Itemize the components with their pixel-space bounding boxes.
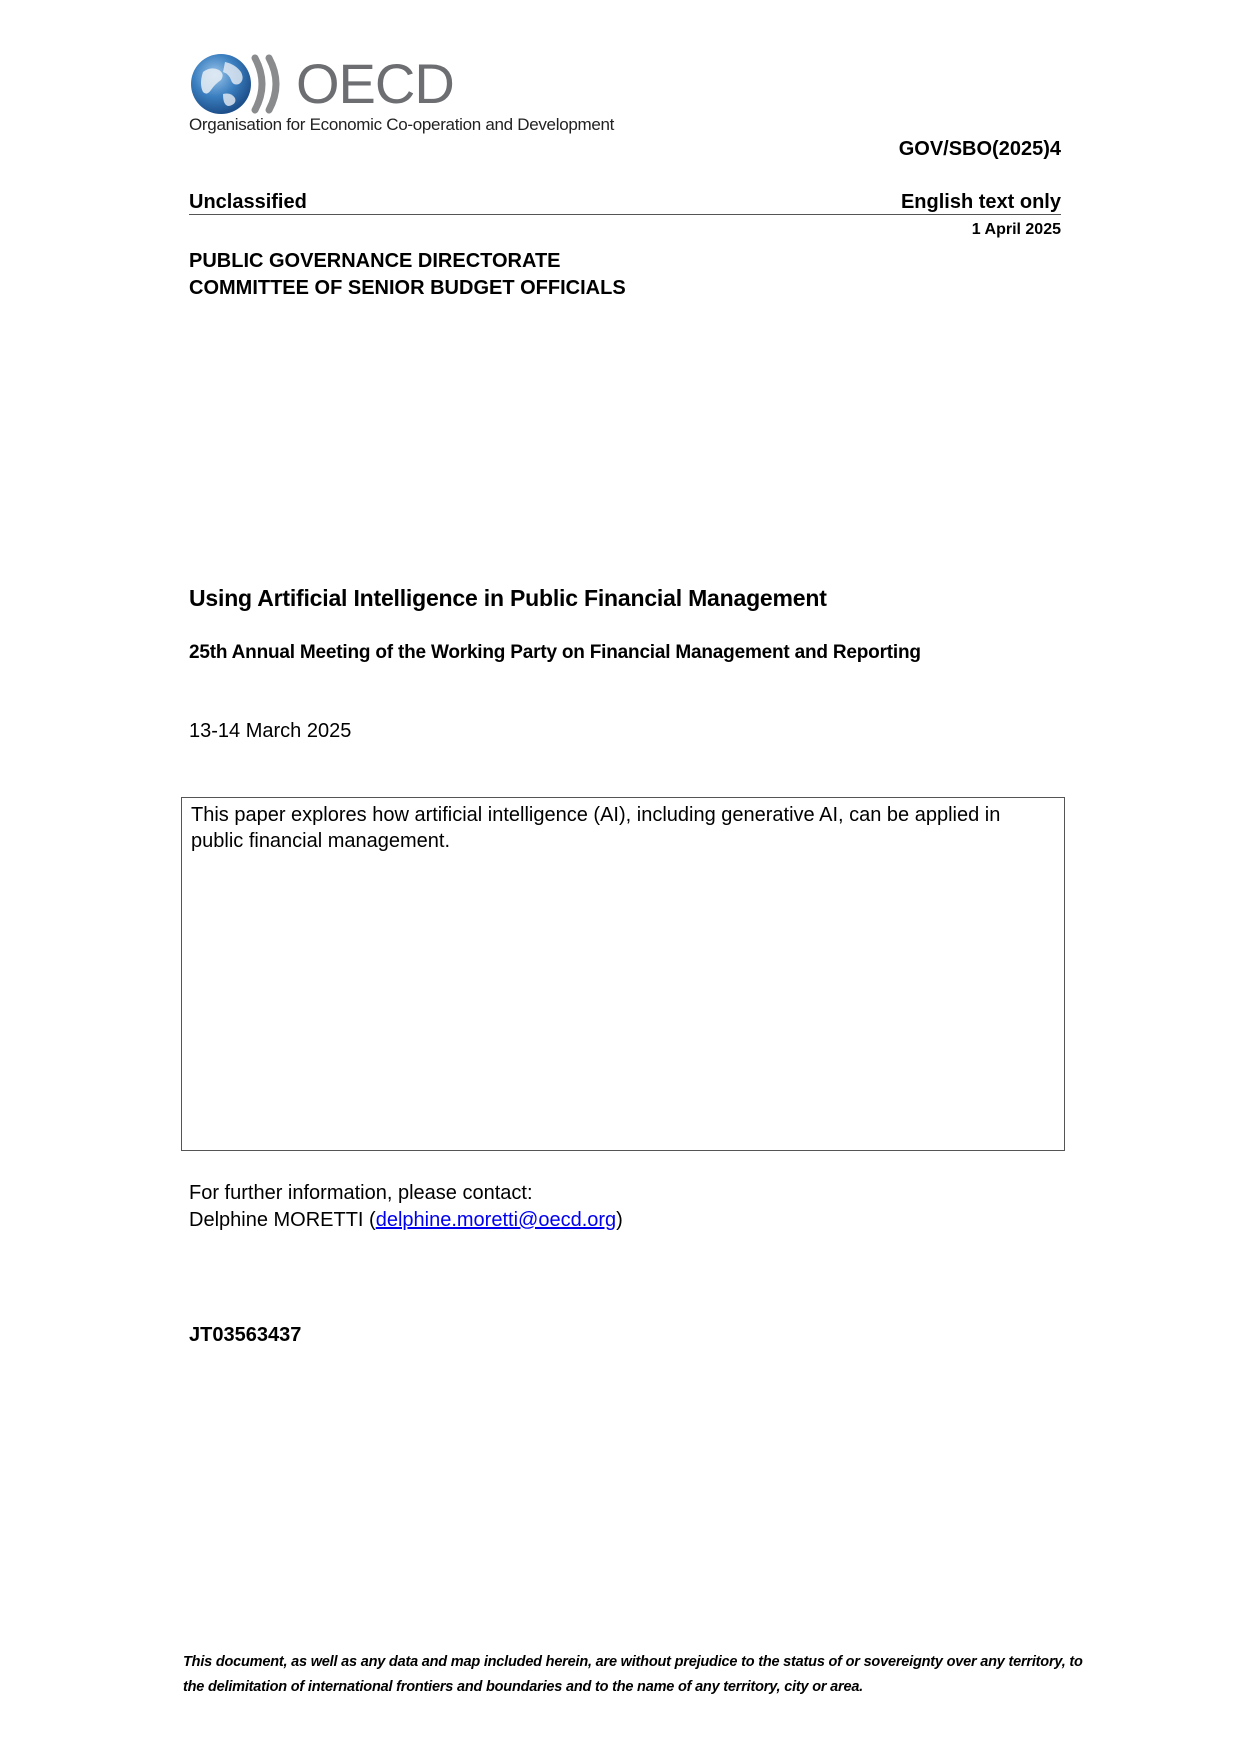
document-code: GOV/SBO(2025)4 xyxy=(898,138,1061,160)
document-title: Using Artificial Intelligence in Public Financial Management xyxy=(189,585,827,611)
contact-close-paren: ) xyxy=(616,1209,623,1231)
contact-intro: For further information, please contact: xyxy=(189,1182,533,1204)
disclaimer: This document, as well as any data and map included herein, are without prejudice to the status of or sovereignty over any territory, to the delimitation of international frontiers and boundaries and to the name of any territory, city or area. xyxy=(183,1654,1083,1695)
language-label: English text only xyxy=(900,191,1061,213)
directorate-name: PUBLIC GOVERNANCE DIRECTORATE xyxy=(189,250,561,272)
directorate-block xyxy=(189,248,626,302)
contact-open-paren: ( xyxy=(363,1209,376,1231)
classification-label: Unclassified xyxy=(189,191,307,213)
contact-name: Delphine MORETTI xyxy=(189,1209,364,1231)
logo-wordmark: OECD xyxy=(296,52,454,115)
organisation-name: Organisation for Economic Co-operation and Development xyxy=(189,115,615,134)
committee-name: COMMITTEE OF SENIOR BUDGET OFFICIALS xyxy=(189,277,626,299)
document-subtitle: 25th Annual Meeting of the Working Party on Financial Management and Reporting xyxy=(189,642,921,663)
meeting-date: 13-14 March 2025 xyxy=(189,720,352,742)
contact-block xyxy=(189,1180,623,1234)
document-date: 1 April 2025 xyxy=(971,221,1061,238)
contact-line xyxy=(189,1207,623,1234)
globe-icon xyxy=(189,50,299,120)
abstract-text: This paper explores how artificial intelligence (AI), including generative AI, can be applied in public financial management. xyxy=(191,804,1001,852)
jt-code: JT03563437 xyxy=(189,1324,302,1346)
header-divider xyxy=(189,214,1061,215)
contact-email-link[interactable]: delphine.moretti@oecd.org xyxy=(375,1209,617,1231)
